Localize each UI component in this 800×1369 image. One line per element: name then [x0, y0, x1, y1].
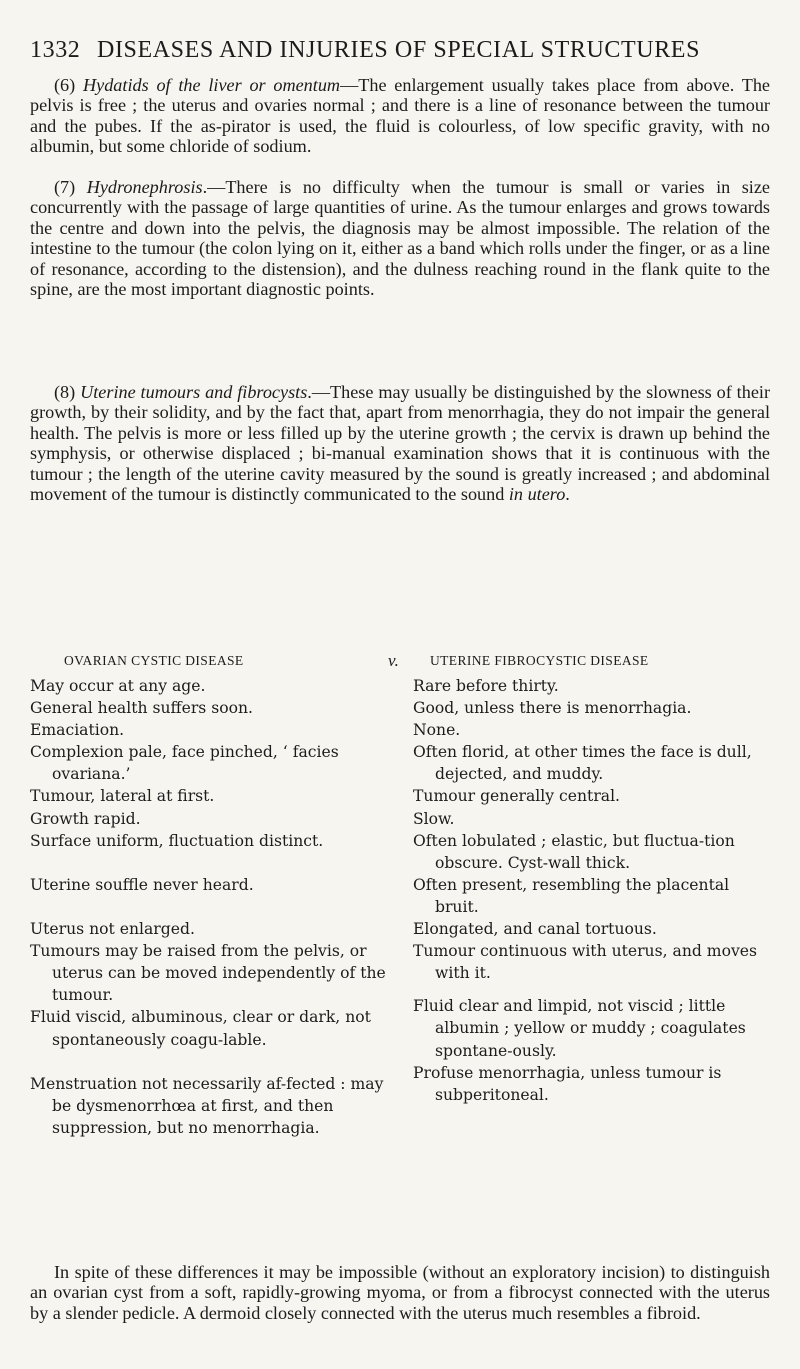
left-column-heading: OVARIAN CYSTIC DISEASE: [64, 653, 244, 668]
running-title: DISEASES AND INJURIES OF SPECIAL STRUCTURES: [97, 37, 701, 63]
item-number: (7): [54, 177, 76, 197]
comparison-entry: Growth rapid.: [30, 809, 141, 828]
item-heading: Uterine tumours and fibrocysts: [80, 382, 308, 402]
paragraph-uterine-tumours: [30, 382, 770, 504]
right-column-heading: UTERINE FIBROCYSTIC DISEASE: [430, 653, 649, 668]
comparison-entry: General health suffers soon.: [30, 699, 254, 718]
running-header: [30, 37, 770, 64]
comparison-entry: Tumour, lateral at first.: [30, 787, 215, 806]
comparison-entry: Uterine souffle never heard.: [30, 875, 254, 894]
comparison-entry: None.: [413, 721, 461, 740]
comparison-entry: Elongated, and canal tortuous.: [413, 920, 657, 939]
comparison-entry: Good, unless there is menorrhagia.: [413, 699, 692, 718]
uterine-column: [413, 675, 770, 1106]
comparison-entry: Uterus not enlarged.: [30, 920, 195, 939]
comparison-entry: Emaciation.: [30, 721, 125, 740]
paragraph-conclusion: In spite of these differences it may be impossible (without an exploratory incision) to distinguish an ovarian cyst from a soft, rapidly-growing myoma, or from a fibrocyst connected with the uterus by a slender pedicle. A dermoid closely connected with the uterus much resembles a fibroid.: [30, 1262, 770, 1323]
comparison-entry: Often florid, at other times the face is dull, dejected, and muddy.: [413, 743, 752, 784]
comparison-entry: Fluid viscid, albuminous, clear or dark, not spontaneously coagu-lable.: [30, 1008, 371, 1049]
comparison-entry: Complexion pale, face pinched, ‘ facies ovariana.’: [30, 743, 339, 784]
comparison-entry: Often present, resembling the placental bruit.: [413, 875, 730, 916]
paragraph-hydronephrosis: [30, 177, 770, 299]
comparison-entry: Rare before thirty.: [413, 677, 559, 695]
comparison-entry: Tumours may be raised from the pelvis, or uterus can be moved independently of the tumour.: [30, 942, 386, 1005]
item-end: .: [565, 484, 570, 505]
ovarian-column: [30, 675, 400, 1139]
comparison-entry: May occur at any age.: [30, 677, 206, 695]
item-number: (6): [54, 75, 76, 95]
comparison-entry: Tumour continuous with uterus, and moves with it.: [413, 942, 758, 983]
comparison-entry: Menstruation not necessarily af-fected : may be dysmenorrhœa at first, and then suppression, but no menorrhagia.: [30, 1074, 384, 1137]
comparison-entry: Surface uniform, fluctuation distinct.: [30, 831, 324, 850]
comparison-entry: Slow.: [413, 809, 455, 828]
item-heading: Hydatids of the liver or omentum: [83, 75, 341, 95]
item-heading: Hydronephrosis: [86, 177, 203, 197]
comparison-entry: Often lobulated ; elastic, but fluctua-tion obscure. Cyst-wall thick.: [413, 831, 735, 872]
item-text: .—These may usually be distinguished by the slowness of their growth, by their solidity, and by the fact that, apart from menorrhagia, they do not impair the general health. The pelvis is more or less filled up by the uterine growth ; the cervix is drawn up behind the symphysis, or otherwise displaced ; bi-manual examination shows that it is continuous with the tumour ; the length of the uterine cavity measured by the sound is greatly increased ; and abdominal movement of the tumour is distinctly communicated to the sound: [30, 382, 771, 505]
paragraph-hydatids: [30, 75, 770, 157]
comparison-entry: Profuse menorrhagia, unless tumour is subperitoneal.: [413, 1063, 722, 1104]
item-number: (8): [54, 382, 76, 402]
item-text: —The enlargement usually takes place from above. The pelvis is free ; the uterus and ovaries normal ; and there is a line of resonance between the tumour and the pubes. If the as-pirator is used, the fluid is colourless, of low specific gravity, with no albumin, but some chloride of sodium.: [30, 75, 771, 157]
page-number: 1332: [30, 37, 81, 63]
comparison-entry: Fluid clear and limpid, not viscid ; little albumin ; yellow or muddy ; coagulates spontane-ously.: [413, 997, 746, 1060]
item-text: .—There is no difficulty when the tumour is small or varies in size concurrently with the passage of large quantities of urine. As the tumour enlarges and grows towards the centre and down into the pelvis, the diagnosis may be almost impossible. The relation of the intestine to the tumour (the colon lying on it, either as a band which rolls under the finger, or as a line of resonance, according to the distension), and the dulness reaching round in the flank quite to the spine, are the most important diagnostic points.: [30, 177, 770, 300]
comparison-entry: Tumour generally central.: [413, 787, 621, 806]
versus-label: v.: [388, 651, 400, 670]
item-italic-end: in utero: [508, 484, 566, 505]
